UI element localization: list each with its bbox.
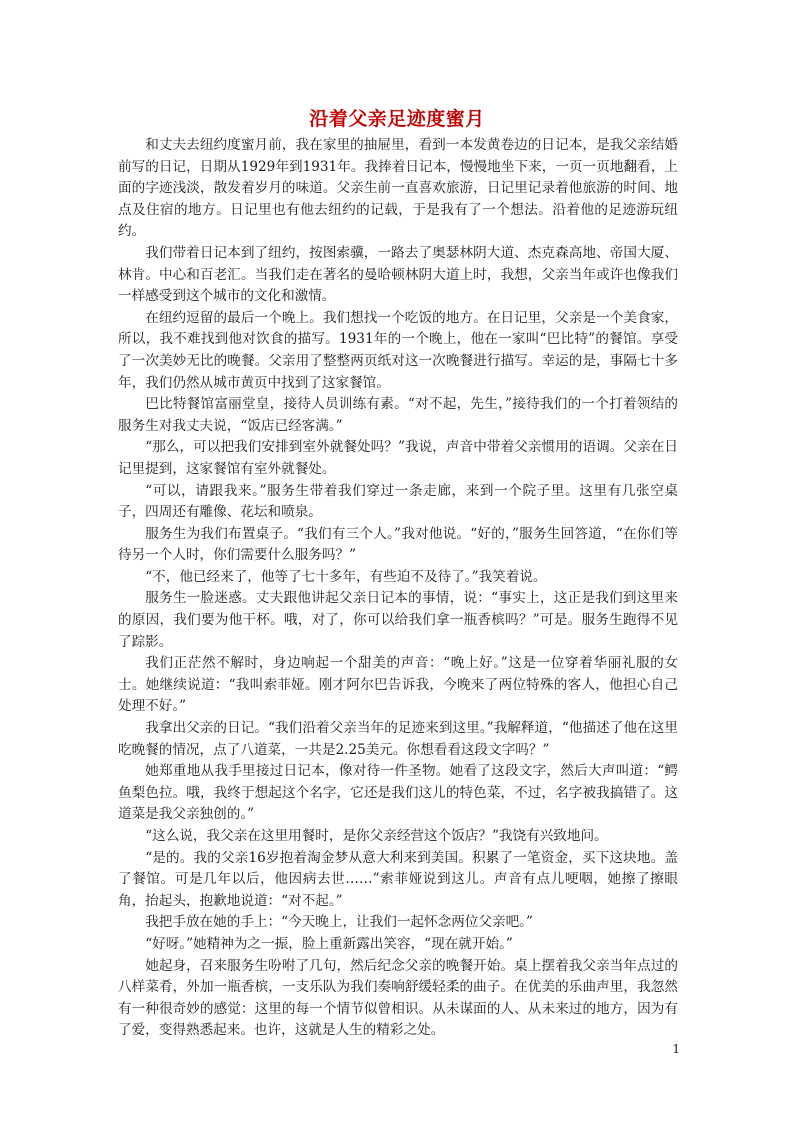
paragraph: 和丈夫去纽约度蜜月前，我在家里的抽屉里，看到一本发黄卷边的日记本，是我父亲结婚前写的日记，日期从1929年到1931年。我捧着日记本，慢慢地坐下来，一页一页地翻看，上面的字迹浅淡，散发着岁月的味道。父亲生前一直喜欢旅游，日记里记录着他旅游的时间、地点及住宿的地方。日记里也有他去纽约的记载，于是我有了一个想法。沿着他的足迹游玩纽约。 [118, 137, 678, 240]
article-title: 沿着父亲足迹度蜜月 [309, 108, 485, 130]
paragraph: “不，他已经来了，他等了七十多年，有些迫不及待了。”我笑着说。 [145, 568, 547, 585]
paragraph: “是的。我的父亲16岁抱着淘金梦从意大利来到美国。积累了一笔资金，买下这块地。盖了餐馆。可是几年以后，他因病去世……”索菲娅说到这儿。声音有点儿哽咽，她擦了擦眼角，抬起头，抱歉地说道：“对不起。” [118, 849, 678, 909]
paragraph: 服务生为我们布置桌子。“我们有三个人。”我对他说。“好的，”服务生回答道，“在你们等待另一个人时，你们需要什么服务吗？” [118, 525, 678, 564]
paragraph: 我把手放在她的手上：“今天晚上，让我们一起怀念两位父亲吧。” [145, 914, 533, 931]
paragraph: 我拿出父亲的日记。“我们沿着父亲当年的足迹来到这里。”我解释道，“他描述了他在这里吃晚餐的情况，点了八道菜，一共是2.25美元。你想看看这段文字吗？” [118, 720, 678, 758]
paragraph: 服务生一脸迷惑。丈夫跟他讲起父亲日记本的事情，说：“事实上，这正是我们到这里来的原因，我们要为他干杯。哦，对了，你可以给我们拿一瓶香槟吗？”可是。服务生跑得不见了踪影。 [118, 590, 678, 650]
paragraph: “那么，可以把我们安排到室外就餐处吗？”我说，声音中带着父亲惯用的语调。父亲在日记里提到，这家餐馆有室外就餐处。 [118, 439, 678, 477]
paragraph: 我们正茫然不解时，身边响起一个甜美的声音：“晚上好。”这是一位穿着华丽礼服的女士。她继续说道：“我叫索菲娅。刚才阿尔巴告诉我，今晚来了两位特殊的客人，他担心自己处理不好。” [118, 655, 678, 715]
page-number: 1 [672, 1042, 680, 1056]
paragraph: 巴比特餐馆富丽堂皇，接待人员训练有素。“对不起，先生，”接待我们的一个打着领结的服务生对我丈夫说，“饭店已经客满。” [118, 396, 678, 434]
paragraph: 她起身，召来服务生吩咐了几句，然后纪念父亲的晚餐开始。桌上摆着我父亲当年点过的八样菜肴，外加一瓶香槟，一支乐队为我们奏响舒缓轻柔的曲子。在优美的乐曲声里，我忽然有一种很奇妙的感觉：这里的每一个情节似曾相识。从未谋面的人、从未来过的地方，因为有了爱，变得熟悉起来。也许，这就是人生的精彩之处。 [118, 957, 678, 1039]
paragraph: “好呀。”她精神为之一振，脸上重新露出笑容，“现在就开始。” [145, 935, 513, 952]
paragraph: 她郑重地从我手里接过日记本，像对待一件圣物。她看了这段文字，然后大声叫道：“鳄鱼梨色拉。哦，我终于想起这个名字，它还是我们这儿的特色菜，不过，名字被我搞错了。这道菜是我父亲独创的。” [118, 763, 678, 823]
paragraph: “可以，请跟我来。”服务生带着我们穿过一条走廊，来到一个院子里。这里有几张空桌子，四周还有雕像、花坛和喷泉。 [118, 482, 678, 521]
paragraph: 在纽约逗留的最后一个晚上。我们想找一个吃饭的地方。在日记里，父亲是一个美食家，所以，我不难找到他对饮食的描写。1931年的一个晚上，他在一家叫“巴比特”的餐馆。享受了一次美妙无比的晚餐。父亲用了整整两页纸对这一次晚餐进行描写。幸运的是，事隔七十多年，我们仍然从城市黄页中找到了这家餐馆。 [118, 309, 678, 391]
paragraph: 我们带着日记本到了纽约，按图索骥，一路去了奥瑟林阴大道、杰克森高地、帝国大厦、林肯。中心和百老汇。当我们走在著名的曼哈顿林阴大道上时，我想，父亲当年或许也像我们一样感受到这个城市的文化和激情。 [118, 244, 678, 305]
article-body [118, 135, 678, 1042]
paragraph: “这么说，我父亲在这里用餐时，是你父亲经营这个饭店？”我饶有兴致地问。 [145, 828, 608, 844]
